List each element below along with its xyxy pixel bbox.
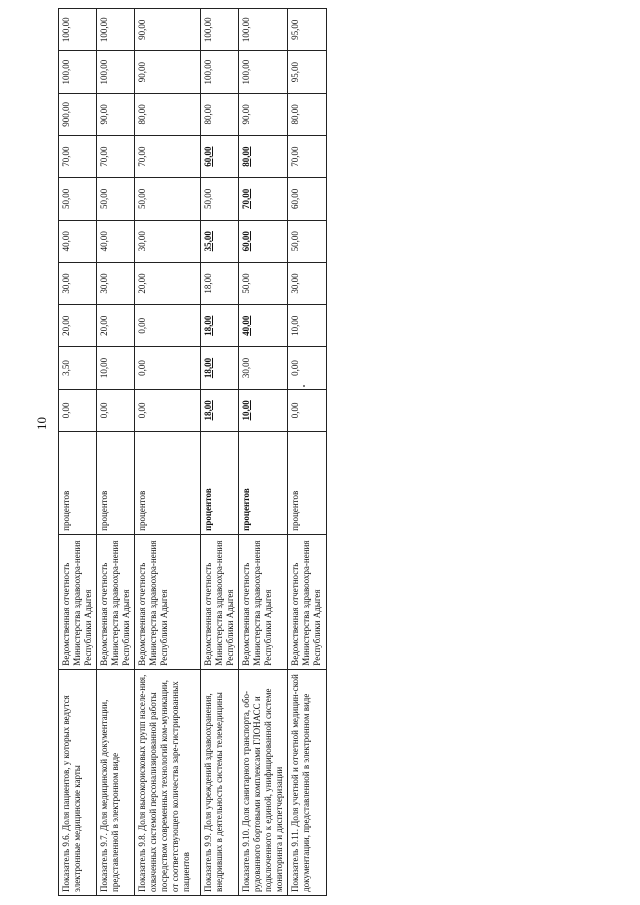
value-cell: 0,00 xyxy=(134,389,200,431)
value-cell: 70,00 xyxy=(287,135,326,177)
table-row xyxy=(59,9,97,896)
value-cell: 18,00 xyxy=(200,305,238,347)
value-cell: 0,00 xyxy=(287,347,326,389)
source-cell: Ведомственная отчетность Министерства здравоохра-нения Республики Адыгея xyxy=(134,534,200,669)
value-cell: 30,00 xyxy=(96,262,134,304)
value-cell: 10,00 xyxy=(287,305,326,347)
value-cell: 0,00 xyxy=(96,389,134,431)
table-row xyxy=(134,9,200,896)
value-cell: 80,00 xyxy=(134,93,200,135)
value-cell: 50,00 xyxy=(200,178,238,220)
value-cell: 40,00 xyxy=(96,220,134,262)
indicator-cell: Показатель 9.10. Доля санитарного транспорта, обо-рудованного бортовыми комплексами ГЛОНАСС и подключенного к единой, унифицированной системе мониторинга и диспетчеризации xyxy=(238,669,287,895)
value-cell: 60,00 xyxy=(287,178,326,220)
unit-cell: процентов xyxy=(96,431,134,534)
value-cell: 100,00 xyxy=(200,9,238,51)
value-cell: 50,00 xyxy=(59,178,97,220)
unit-cell: процентов xyxy=(238,431,287,534)
value-cell: 900,00 xyxy=(59,93,97,135)
indicator-cell: Показатель 9.6. Доля пациентов, у которых ведутся электронные медицинские карты xyxy=(59,669,97,895)
value-cell: 95,00 xyxy=(287,9,326,51)
indicator-cell: Показатель 9.9. Доля учреждений здравоохранения, внедривших в деятельность системы телемедицины xyxy=(200,669,238,895)
value-cell: 80,00 xyxy=(287,93,326,135)
value-cell: 70,00 xyxy=(59,135,97,177)
value-cell: 95,00 xyxy=(287,51,326,93)
source-cell: Ведомственная отчетность Министерства здравоохра-нения Республики Адыгея xyxy=(287,534,326,669)
rotated-table-container xyxy=(58,8,327,896)
value-cell: 30,00 xyxy=(287,262,326,304)
value-cell: 70,00 xyxy=(134,135,200,177)
indicator-cell: Показатель 9.8. Доля высокорисковых групп населе-ния, охваченных системой персонализированной работы посредством современных технологий ком-муникации, от соответствующего количества заре-гистрированных пациентов xyxy=(134,669,200,895)
value-cell: 3,50 xyxy=(59,347,97,389)
value-cell: 18,00 xyxy=(200,347,238,389)
unit-cell: процентов xyxy=(59,431,97,534)
value-cell: 90,00 xyxy=(134,51,200,93)
value-cell: 90,00 xyxy=(96,93,134,135)
value-cell: 18,00 xyxy=(200,389,238,431)
value-cell: 80,00 xyxy=(200,93,238,135)
value-cell: 50,00 xyxy=(287,220,326,262)
value-cell: 50,00 xyxy=(238,262,287,304)
table-row xyxy=(96,9,134,896)
value-cell: 10,00 xyxy=(238,389,287,431)
value-cell: 0,00 xyxy=(134,305,200,347)
value-cell: 70,00 xyxy=(238,178,287,220)
value-cell: 20,00 xyxy=(96,305,134,347)
value-cell: 100,00 xyxy=(238,51,287,93)
unit-cell: процентов xyxy=(134,431,200,534)
value-cell: 0,00 xyxy=(287,389,326,431)
value-cell: 50,00 xyxy=(96,178,134,220)
value-cell: 20,00 xyxy=(59,305,97,347)
value-cell: 80,00 xyxy=(238,135,287,177)
source-cell: Ведомственная отчетность Министерства здравоохра-нения Республики Адыгея xyxy=(96,534,134,669)
value-cell: 60,00 xyxy=(238,220,287,262)
value-cell: 18,00 xyxy=(200,262,238,304)
indicator-cell: Показатель 9.7. Доля медицинской документации, представленной в электронном виде xyxy=(96,669,134,895)
source-cell: Ведомственная отчетность Министерства здравоохра-нения Республики Адыгея xyxy=(238,534,287,669)
value-cell: 0,00 xyxy=(59,389,97,431)
value-cell: 70,00 xyxy=(96,135,134,177)
source-cell: Ведомственная отчетность Министерства здравоохра-нения Республики Адыгея xyxy=(200,534,238,669)
page-number: 10 xyxy=(34,417,49,430)
value-cell: 100,00 xyxy=(96,9,134,51)
value-cell: 20,00 xyxy=(134,262,200,304)
value-cell: 90,00 xyxy=(134,9,200,51)
value-cell: 100,00 xyxy=(96,51,134,93)
value-cell: 60,00 xyxy=(200,135,238,177)
table-row xyxy=(287,9,326,896)
value-cell: 100,00 xyxy=(238,9,287,51)
value-cell: 0,00 xyxy=(134,347,200,389)
value-cell: 100,00 xyxy=(59,9,97,51)
table-row xyxy=(238,9,287,896)
value-cell: 10,00 xyxy=(96,347,134,389)
source-cell: Ведомственная отчетность Министерства здравоохра-нения Республики Адыгея xyxy=(59,534,97,669)
value-cell: 30,00 xyxy=(59,262,97,304)
value-cell: 90,00 xyxy=(238,93,287,135)
unit-cell: процентов xyxy=(200,431,238,534)
value-cell: 30,00 xyxy=(134,220,200,262)
value-cell: 30,00 xyxy=(238,347,287,389)
table-row xyxy=(200,9,238,896)
value-cell: 40,00 xyxy=(238,305,287,347)
indicators-table xyxy=(58,8,327,896)
value-cell: 100,00 xyxy=(200,51,238,93)
value-cell: 100,00 xyxy=(59,51,97,93)
value-cell: 40,00 xyxy=(59,220,97,262)
indicator-cell: Показатель 9.11. Доля учетной и отчетной медицин-ской документации, представленной в электронном виде xyxy=(287,669,326,895)
unit-cell: процентов xyxy=(287,431,326,534)
value-cell: 50,00 xyxy=(134,178,200,220)
value-cell: 35,00 xyxy=(200,220,238,262)
